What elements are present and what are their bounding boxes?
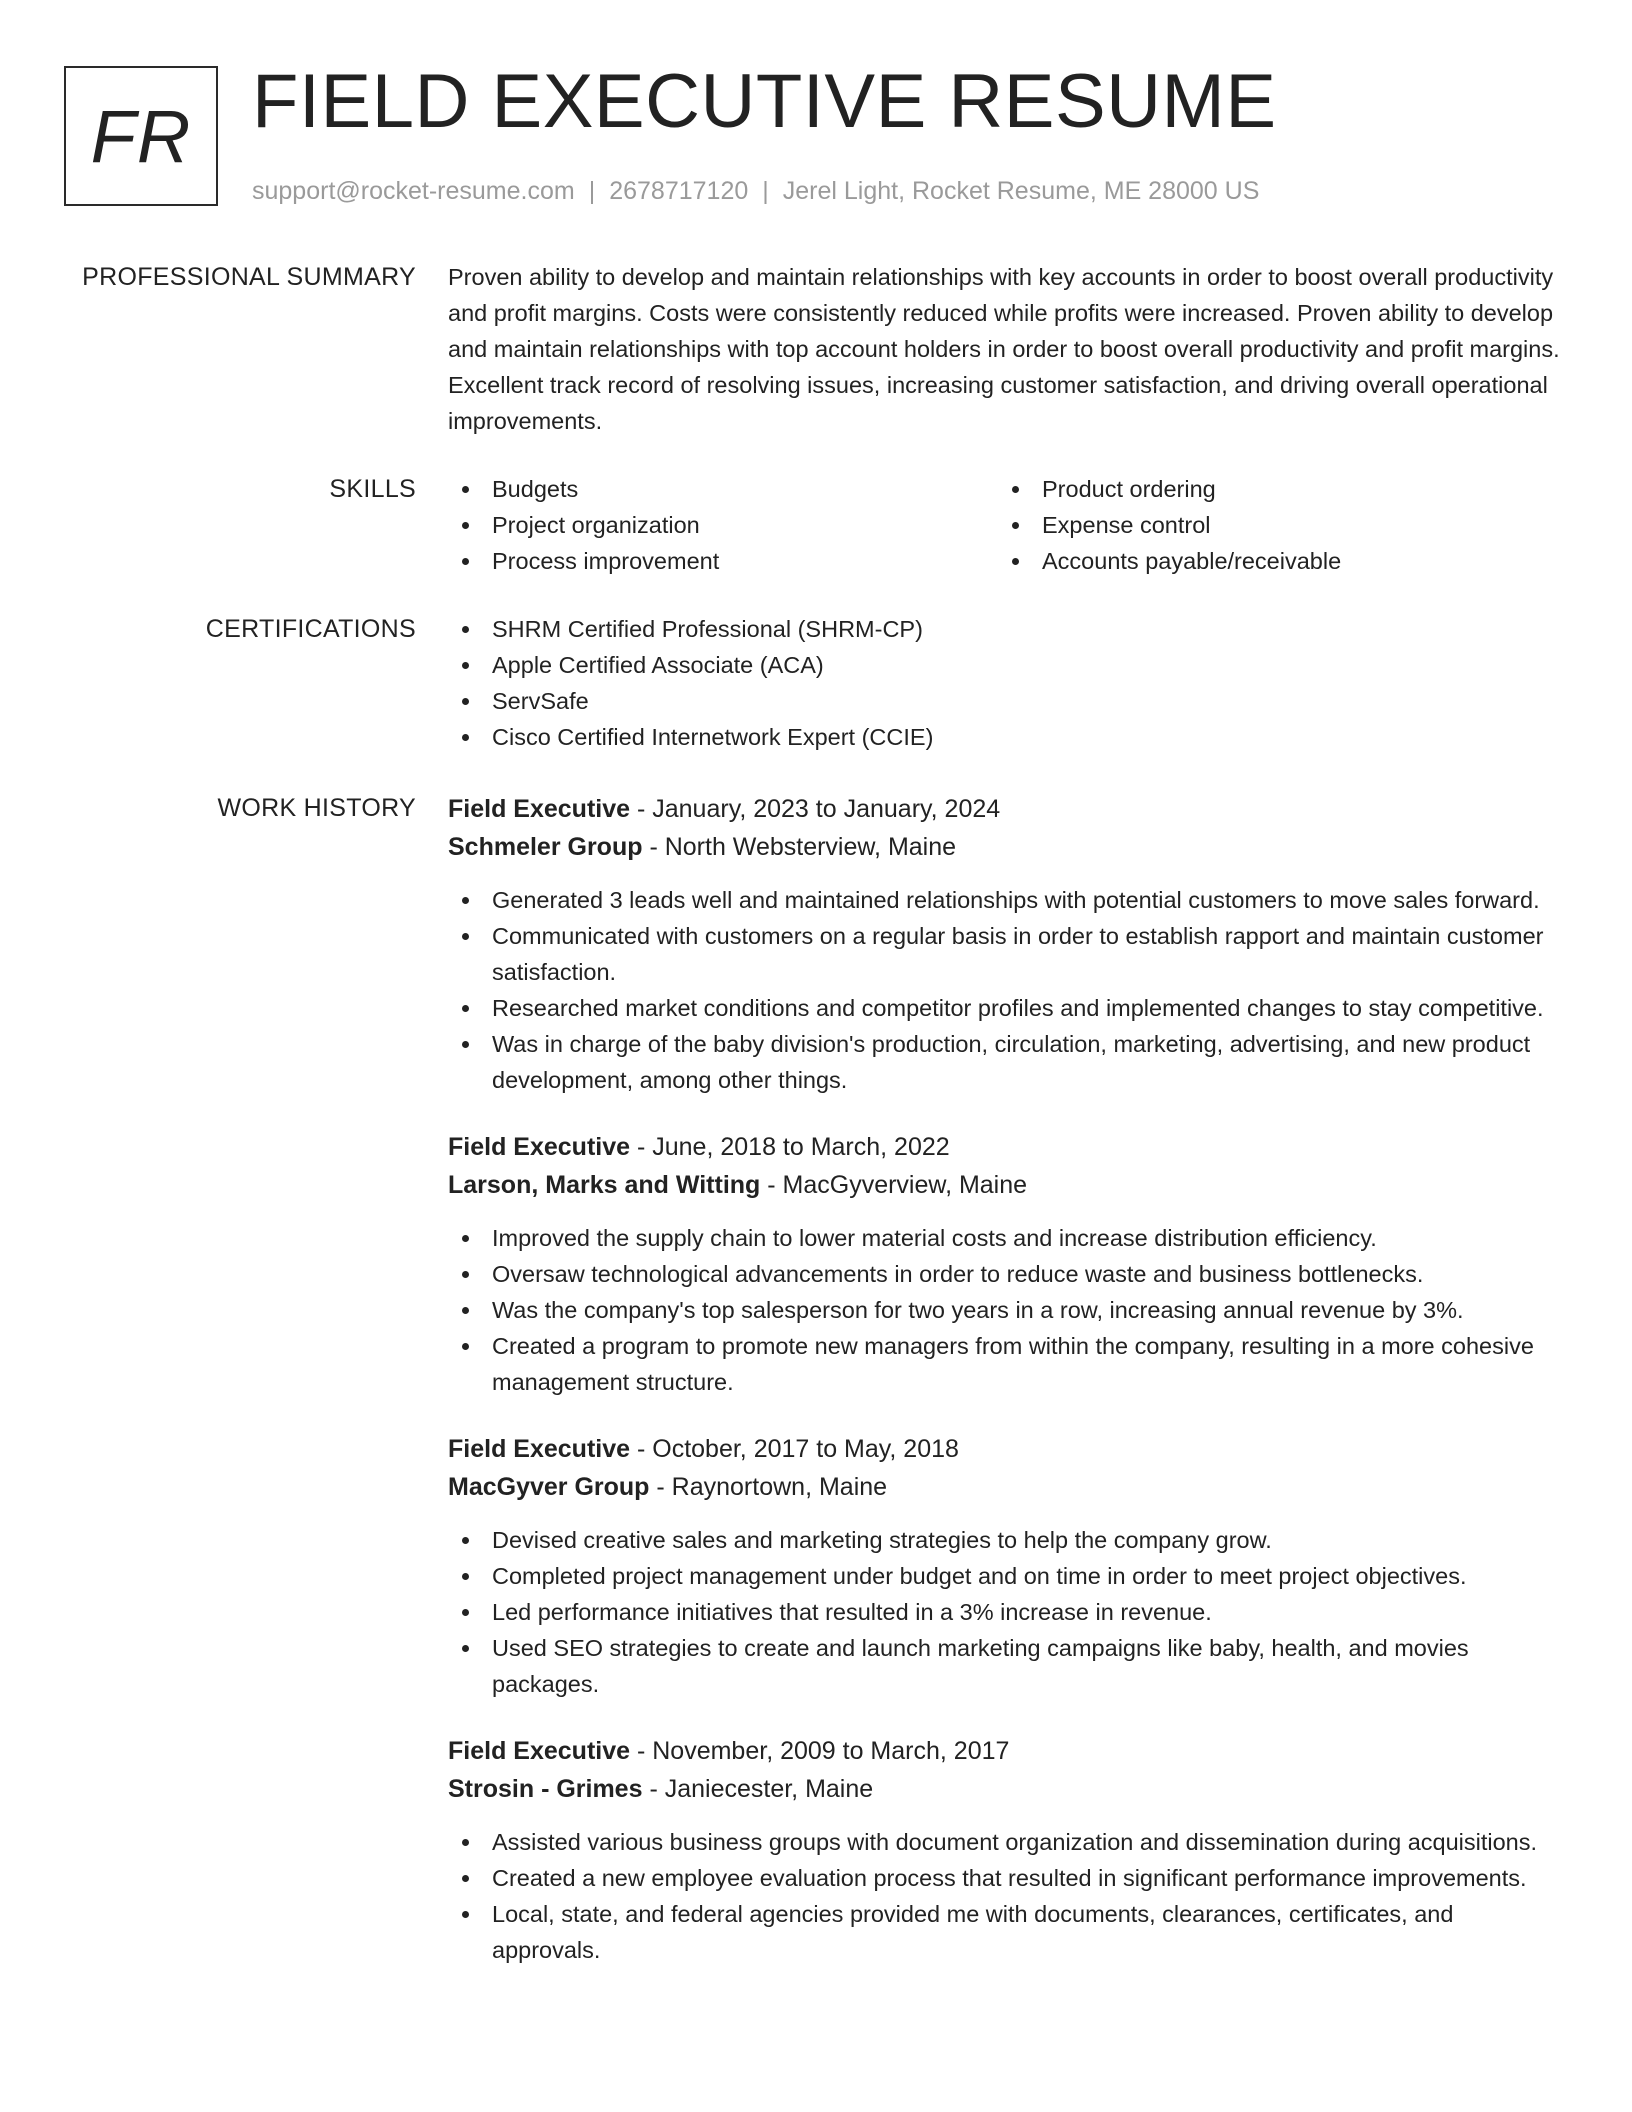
job-dates: - November, 2009 to March, 2017 [630,1737,1010,1765]
job-bullets [448,882,1568,1098]
certification-item: Apple Certified Associate (ACA) [448,647,1568,683]
job-bullet: Improved the supply chain to lower material costs and increase distribution efficiency. [448,1220,1568,1256]
job-title: Field Executive [448,1435,631,1463]
job-dates: - January, 2023 to January, 2024 [630,795,1001,823]
job-bullet: Local, state, and federal agencies provided me with documents, clearances, certificates, and approvals. [448,1896,1568,1968]
section-heading: WORK HISTORY [217,794,416,822]
job-company: Schmeler Group [448,833,643,861]
skills-column-right [998,471,1548,579]
job-company: Larson, Marks and Witting [448,1171,761,1199]
job-location: - MacGyverview, Maine [760,1171,1028,1199]
job-bullets [448,1522,1568,1702]
job-bullet: Communicated with customers on a regular basis in order to establish rapport and maintain customer satisfaction. [448,918,1568,990]
skill-item: Accounts payable/receivable [998,543,1548,579]
job-dates: - October, 2017 to May, 2018 [630,1435,959,1463]
job-company-line [448,1770,1568,1808]
job-entry [448,790,1568,1098]
contact-line [252,174,1259,208]
job-company-line [448,1166,1568,1204]
job-company: MacGyver Group [448,1473,650,1501]
section-heading: PROFESSIONAL SUMMARY [82,263,416,291]
job-title: Field Executive [448,1737,631,1765]
job-entry [448,1128,1568,1400]
section-heading: SKILLS [329,475,416,503]
summary-body [448,259,1568,439]
job-bullet: Devised creative sales and marketing strategies to help the company grow. [448,1522,1568,1558]
summary-text: Proven ability to develop and maintain relationships with key accounts in order to boost overall productivity and profit margins. Costs were consistently reduced while profits were increased. Proven ability to develop and maintain relationships with top account holders in order to boost overall productivity and profit margins. Excellent track record of resolving issues, increasing customer satisfaction, and driving overall operational improvements. [448,264,1560,434]
job-location: - Janiecester, Maine [642,1775,874,1803]
job-entry [448,1732,1568,1968]
contact-phone: 2678717120 [609,177,749,205]
job-bullet: Led performance initiatives that resulted in a 3% increase in revenue. [448,1594,1568,1630]
job-bullet: Created a program to promote new managers from within the company, resulting in a more cohesive management structure. [448,1328,1568,1400]
skill-item: Product ordering [998,471,1548,507]
monogram-text: FR [90,94,192,178]
job-company-line [448,828,1568,866]
contact-separator: | [588,177,596,205]
monogram-badge [64,66,218,206]
skill-item: Expense control [998,507,1548,543]
job-company: Strosin - Grimes [448,1775,643,1803]
contact-email: support@rocket-resume.com [252,177,575,205]
job-bullet: Used SEO strategies to create and launch marketing campaigns like baby, health, and movies packages. [448,1630,1568,1702]
contact-address: Jerel Light, Rocket Resume, ME 28000 US [782,177,1260,205]
job-bullet: Was in charge of the baby division's production, circulation, marketing, advertising, and new product development, among other things. [448,1026,1568,1098]
certifications-list [448,611,1568,755]
job-title-line [448,1128,1568,1166]
job-bullets [448,1824,1568,1968]
resume-title: FIELD EXECUTIVE RESUME [252,59,1277,144]
job-dates: - June, 2018 to March, 2022 [630,1133,950,1161]
job-company-line [448,1468,1568,1506]
certification-item: ServSafe [448,683,1568,719]
job-bullet: Generated 3 leads well and maintained relationships with potential customers to move sales forward. [448,882,1568,918]
work-history-body [448,790,1568,1998]
job-location: - North Websterview, Maine [642,833,957,861]
skills-list [448,471,1568,579]
job-title: Field Executive [448,1133,631,1161]
job-bullet: Created a new employee evaluation process that resulted in significant performance improvements. [448,1860,1568,1896]
job-bullet: Assisted various business groups with document organization and dissemination during acquisitions. [448,1824,1568,1860]
job-location: - Raynortown, Maine [649,1473,888,1501]
skill-item: Project organization [448,507,998,543]
certifications-body [448,611,1568,755]
job-title: Field Executive [448,795,631,823]
job-title-line [448,1430,1568,1468]
certification-item: Cisco Certified Internetwork Expert (CCIE) [448,719,1568,755]
skills-column-left [448,471,998,579]
job-bullet: Researched market conditions and competitor profiles and implemented changes to stay competitive. [448,990,1568,1026]
certification-item: SHRM Certified Professional (SHRM-CP) [448,611,1568,647]
skill-item: Process improvement [448,543,998,579]
job-entry [448,1430,1568,1702]
job-bullet: Was the company's top salesperson for two years in a row, increasing annual revenue by 3%. [448,1292,1568,1328]
job-bullets [448,1220,1568,1400]
job-title-line [448,790,1568,828]
job-title-line [448,1732,1568,1770]
job-bullet: Oversaw technological advancements in order to reduce waste and business bottlenecks. [448,1256,1568,1292]
contact-separator: | [762,177,769,205]
section-heading: CERTIFICATIONS [205,615,416,643]
job-bullet: Completed project management under budget and on time in order to meet project objectives. [448,1558,1568,1594]
skill-item: Budgets [448,471,998,507]
